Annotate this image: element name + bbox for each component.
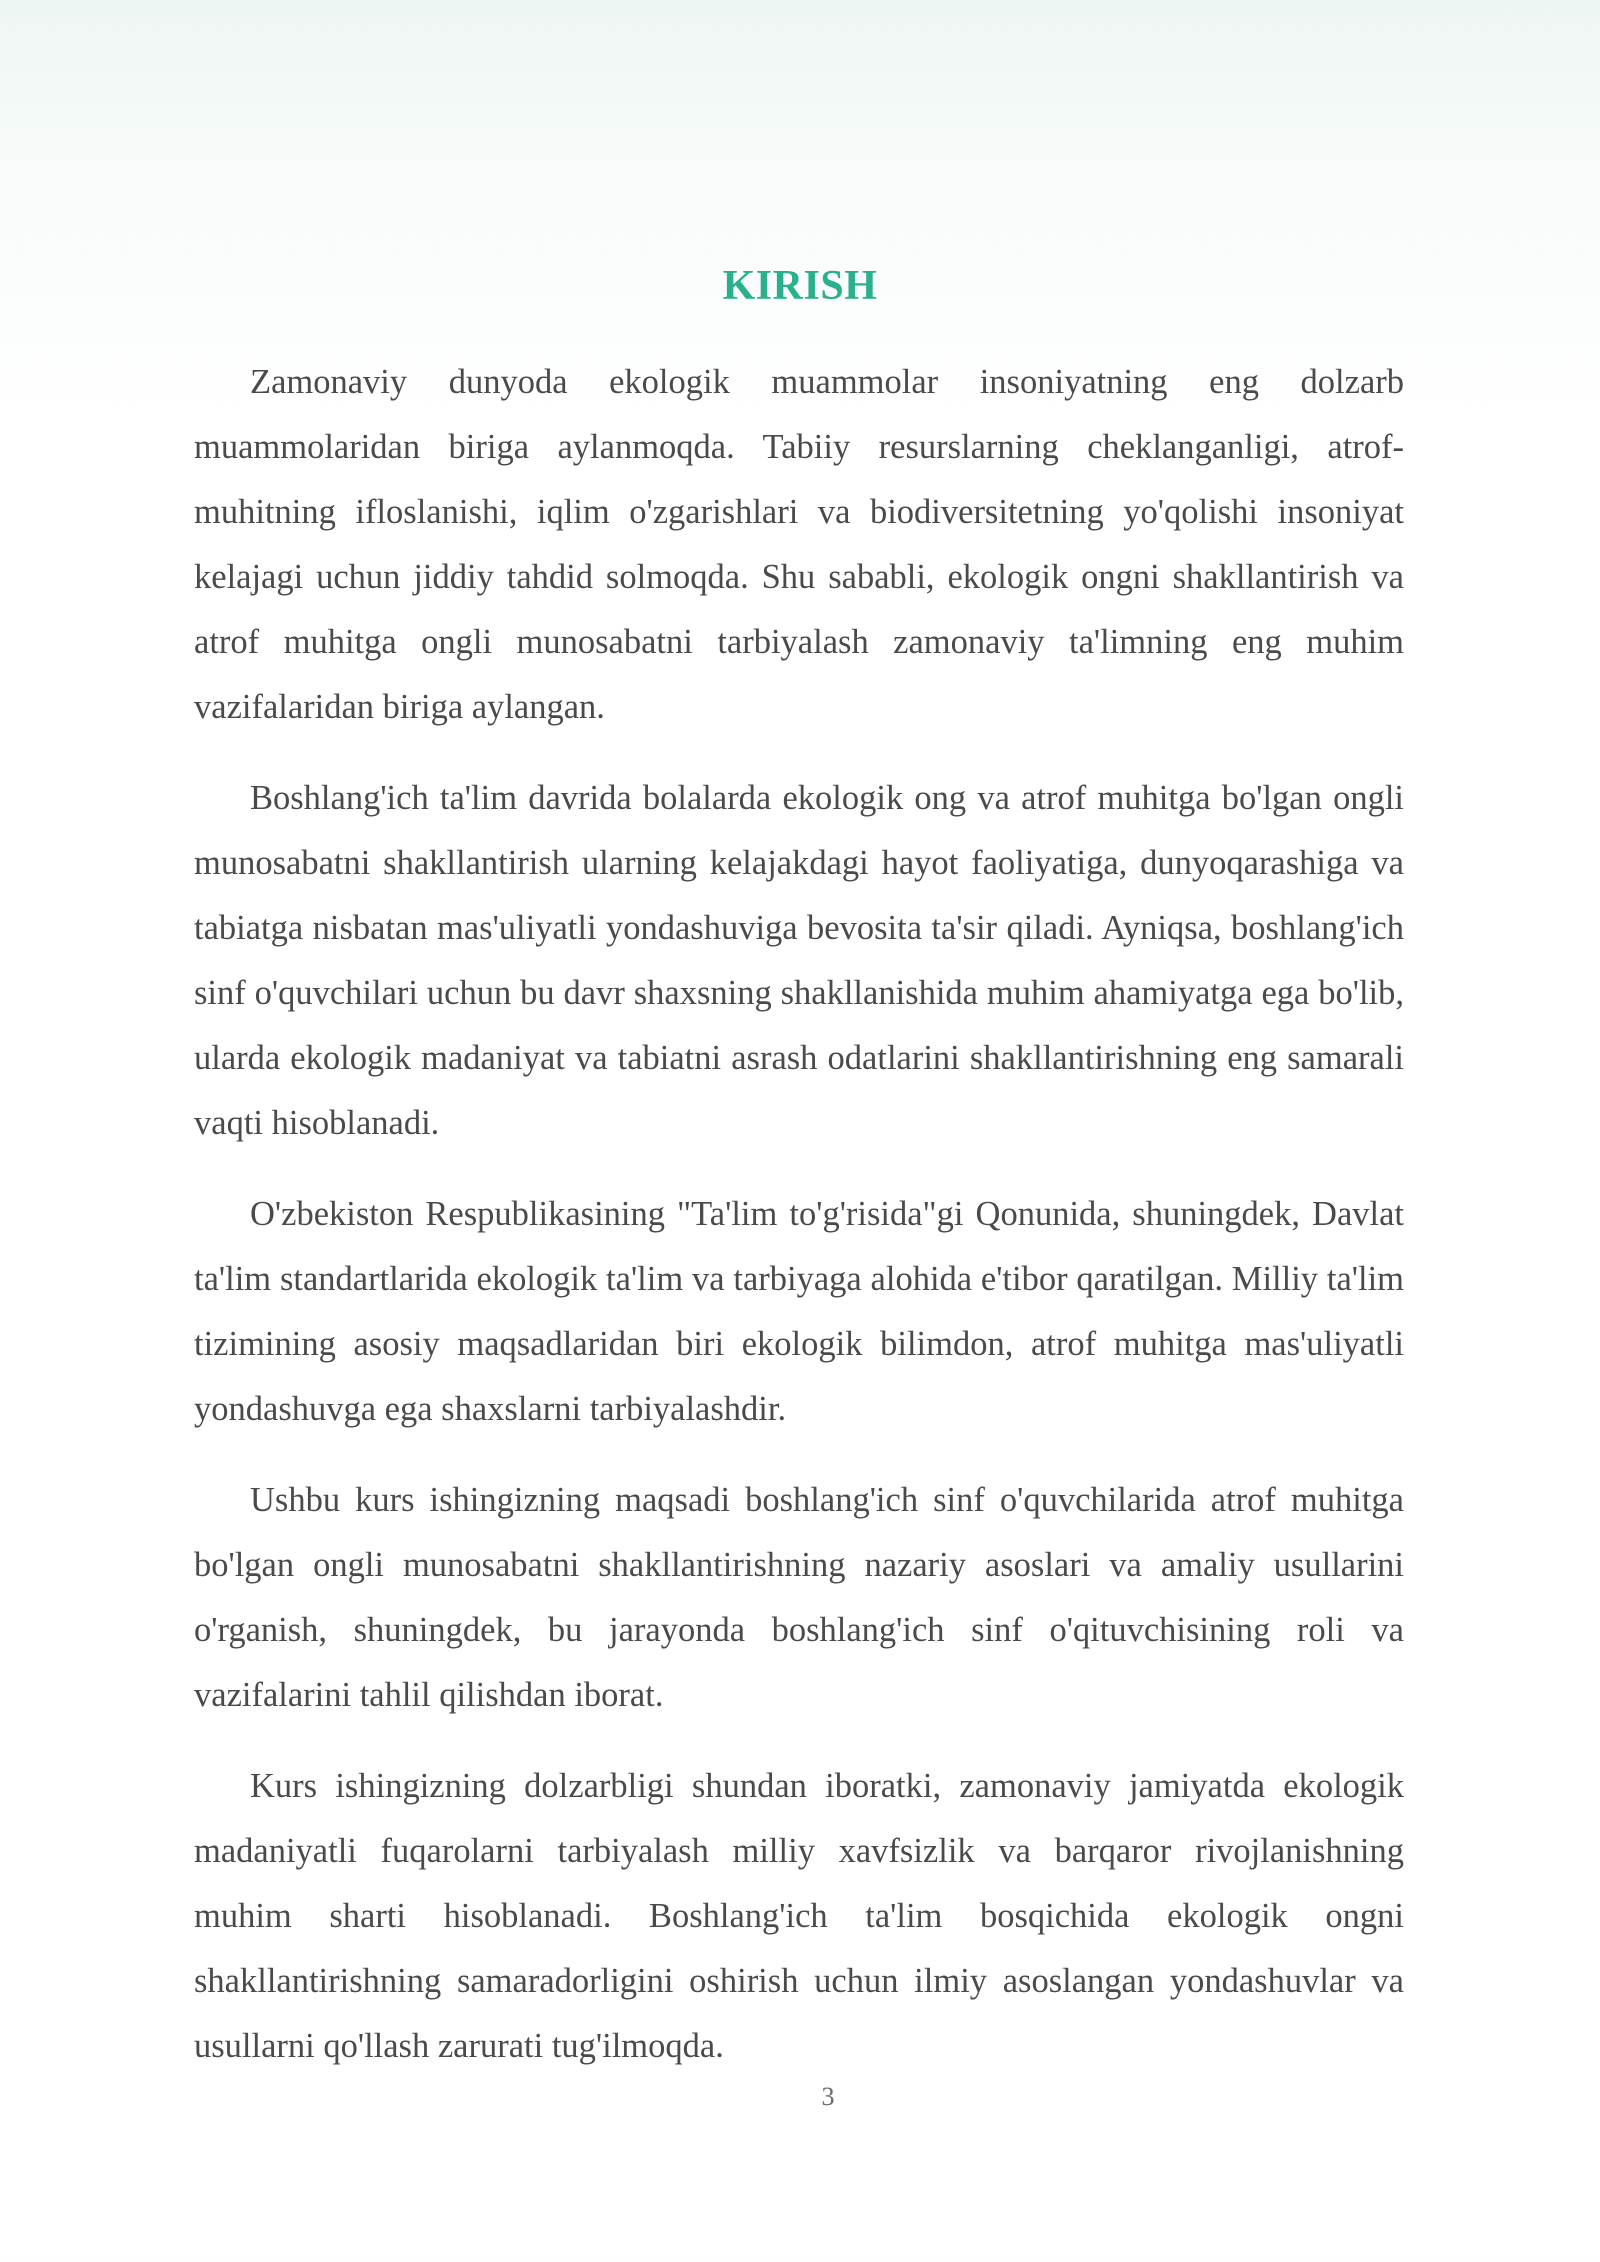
paragraph-5: Kurs ishingizning dolzarbligi shundan iboratki, zamonaviy jamiyatda ekologik madaniyatli fuqarolarni tarbiyalash milliy xavfsizlik va barqaror rivojlanishning muhim sharti hisoblanadi. Boshlang'ich ta'lim bosqichida ekologik ongni shakllantirishning samaradorligini oshirish uchun ilmiy asoslangan yondashuvlar va usullarni qo'llash zarurati tug'ilmoqda.: [194, 1767, 1404, 2065]
paragraph-2: Boshlang'ich ta'lim davrida bolalarda ekologik ong va atrof muhitga bo'lgan ongli munosabatni shakllantirish ularning kelajakdagi hayot faoliyatiga, dunyoqarashiga va tabiatga nisbatan mas'uliyatli yondashuviga bevosita ta'sir qiladi. Ayniqsa, boshlang'ich sinf o'quvchilari uchun bu davr shaxsning shakllanishida muhim ahamiyatga ega bo'lib, ularda ekologik madaniyat va tabiatni asrash odatlarini shakllantirishning eng samarali vaqti hisoblanadi.: [194, 779, 1404, 1142]
body-text: [194, 350, 1404, 2105]
paragraph-1: Zamonaviy dunyoda ekologik muammolar insoniyatning eng dolzarb muammolaridan biriga aylanmoqda. Tabiiy resurslarning cheklanganligi, atrof-muhitning ifloslanishi, iqlim o'zgarishlari va biodiversitetning yo'qolishi insoniyat kelajagi uchun jiddiy tahdid solmoqda. Shu sababli, ekologik ongni shakllantirish va atrof muhitga ongli munosabatni tarbiyalash zamonaviy ta'limning eng muhim vazifalaridan biriga aylangan.: [194, 363, 1404, 726]
page-number: 3: [821, 2082, 835, 2111]
paragraph-4: Ushbu kurs ishingizning maqsadi boshlang'ich sinf o'quvchilarida atrof muhitga bo'lgan ongli munosabatni shakllantirishning nazariy asoslari va amaliy usullarini o'rganish, shuningdek, bu jarayonda boshlang'ich sinf o'qituvchisining roli va vazifalarini tahlil qilishdan iborat.: [194, 1481, 1404, 1714]
section-title: KIRISH: [722, 263, 878, 309]
paragraph-3: O'zbekiston Respublikasining "Ta'lim to'g'risida"gi Qonunida, shuningdek, Davlat ta'lim standartlarida ekologik ta'lim va tarbiyaga alohida e'tibor qaratilgan. Milliy ta'lim tizimining asosiy maqsadlaridan biri ekologik bilimdon, atrof muhitga mas'uliyatli yondashuvga ega shaxslarni tarbiyalashdir.: [194, 1195, 1404, 1428]
